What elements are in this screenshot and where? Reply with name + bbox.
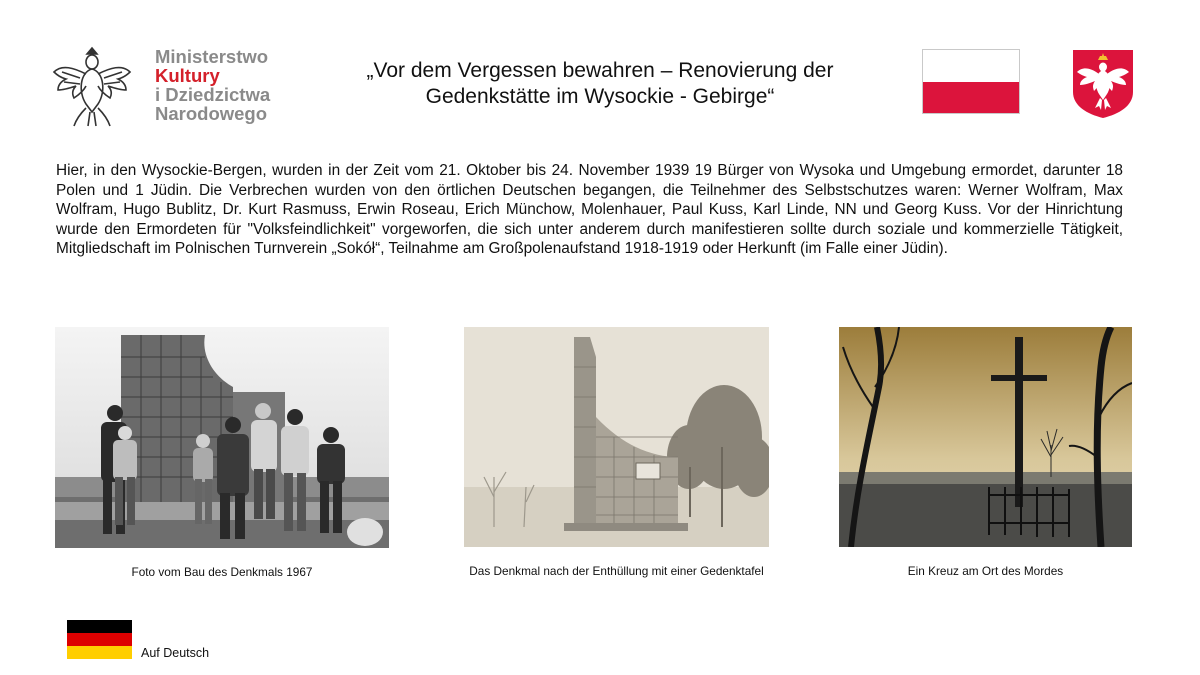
photo-caption-1: Foto vom Bau des Denkmals 1967 bbox=[131, 565, 313, 579]
body-paragraph: Hier, in den Wysockie-Bergen, wurden in der Zeit vom 21. Oktober bis 24. November 1939 19 Bürger von Wysoka und Umgebung ermordet, darunter 18 Polen und 1 Jüdin. Die Verbrechen wurden von den örtlichen Deutschen begangen, die Teilnehmer des Selbstschutzes waren: Werner Wolfram, Max Wolfram, Hugo Bublitz, Dr. Kurt Rasmuss, Erwin Roseau, Erich Münchow, Molenhauer, Paul Kuss, Karl Linde, NN und Georg Kuss. Vor der Hinrichtung wurde den Ermordeten für "Volksfeindlichkeit" vorgeworfen, die sich unter anderem durch manifestieren sollte durch soziale und kommerzielle Tätigkeit, Mitgliedschaft im Polnischen Turnverein „Sokół“, Teilnahme am Großpolenaufstand 1918-1919 oder Herkunft (im Falle einer Jüdin). bbox=[56, 162, 1123, 258]
ministry-line-3: i Dziedzictwa bbox=[155, 84, 271, 105]
ministry-line-2: Kultury bbox=[155, 65, 220, 86]
ministry-line-4: Narodowego bbox=[155, 103, 268, 124]
page-title bbox=[330, 58, 870, 110]
photo-caption-2: Das Denkmal nach der Enthüllung mit einer Gedenktafel bbox=[469, 564, 764, 578]
title-line-1: „Vor dem Vergessen bewahren – Renovierung der bbox=[366, 59, 834, 82]
german-flag-icon[interactable] bbox=[67, 620, 132, 659]
polish-eagle-icon bbox=[50, 42, 134, 130]
cross-photo bbox=[839, 327, 1132, 547]
title-line-2: Gedenkstätte im Wysockie - Gebirge“ bbox=[425, 85, 775, 108]
ministry-line-1: Ministerstwo bbox=[155, 46, 269, 67]
ministry-logo-text bbox=[155, 47, 270, 123]
language-label[interactable]: Auf Deutsch bbox=[141, 646, 210, 660]
monument-photo bbox=[464, 327, 769, 547]
construction-photo bbox=[55, 327, 389, 548]
polish-flag-icon bbox=[922, 49, 1020, 114]
coat-of-arms-icon bbox=[1071, 48, 1135, 120]
photo-caption-3: Ein Kreuz am Ort des Mordes bbox=[907, 564, 1064, 578]
